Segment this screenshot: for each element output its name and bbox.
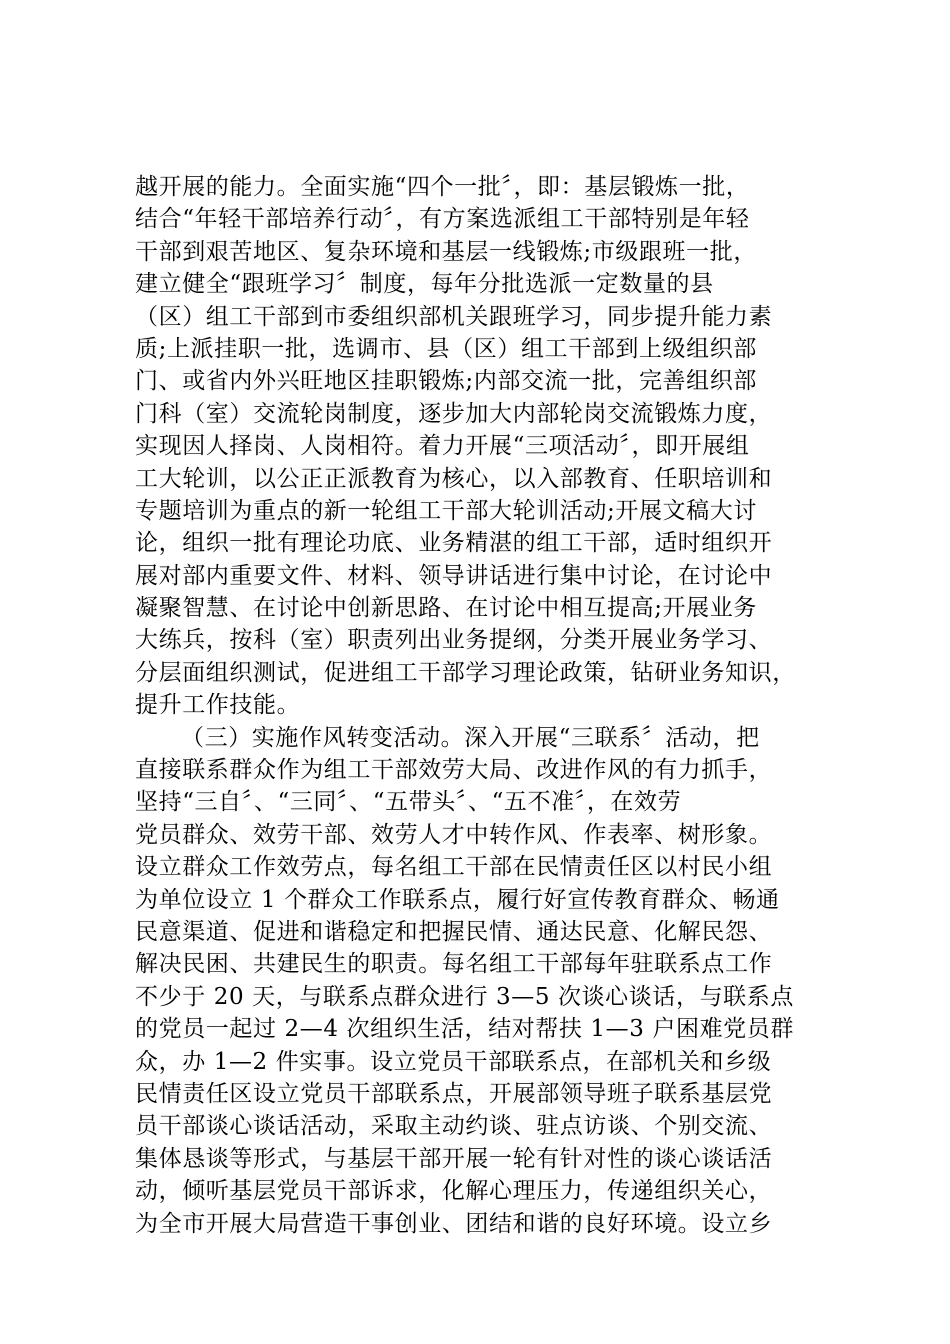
text-line: 论，组织一批有理论功底、业务精湛的组工干部，适时组织开 (135, 530, 773, 557)
text-line: 设立群众工作效劳点，每名组工干部在民情责任区以村民小组 (135, 854, 773, 881)
section-heading-line: （三）实施作风转变活动。深入开展“三联系〞活动，把 (181, 724, 760, 751)
text-line: 为全市开展大局营造干事创业、团结和谐的良好环境。设立乡 (135, 1210, 773, 1237)
text-line: 展对部内重要文件、材料、领导讲话进行集中讨论，在讨论中 (135, 562, 773, 589)
text-line: 越开展的能力。全面实施“四个一批〞，即：基层锻炼一批， (135, 174, 750, 200)
text-line: 员干部谈心谈话活动，采取主动约谈、驻点访谈、个别交流、 (135, 1113, 773, 1140)
text-line: 结合“年轻干部培养行动〞，有方案选派组工干部特别是年轻 (135, 206, 750, 233)
text-line: 动，倾听基层党员干部诉求，化解心理压力，传递组织关心， (135, 1178, 773, 1205)
text-line: 民意渠道、促进和谐稳定和把握民情、通达民意、化解民怨、 (135, 918, 773, 945)
text-line: 集体恳谈等形式，与基层干部开展一轮有针对性的谈心谈话活 (135, 1145, 773, 1172)
text-line: 党员群众、效劳干部、效劳人才中转作风、作表率、树形象。 (135, 821, 773, 848)
text-line: 众，办 1—2 件实事。设立党员干部联系点，在部机关和乡级 (135, 1048, 772, 1075)
text-line: 提升工作技能。 (135, 692, 301, 719)
text-line: 工大轮训，以公正正派教育为核心，以入部教育、任职培训和 (135, 465, 773, 492)
text-line: 实现因人择岗、人岗相符。着力开展“三项活动〞，即开展组 (135, 433, 750, 460)
text-line: 解决民困、共建民生的职责。每名组工干部每年驻联系点工作 (135, 951, 773, 978)
text-line: 干部到艰苦地区、复杂环境和基层一线锻炼;市级跟班一批， (135, 238, 757, 265)
text-line: 坚持“三自〞、“三同〞、“五带头〞、“五不准〞，在效劳 (135, 789, 682, 816)
text-line: 直接联系群众作为组工干部效劳大局、改进作风的有力抓手， (135, 757, 773, 784)
body-text (135, 171, 835, 1240)
text-line: 门、或省内外兴旺地区挂职锻炼;内部交流一批，完善组织部 (135, 368, 757, 395)
text-line: 民情责任区设立党员干部联系点，开展部领导班子联系基层党 (135, 1080, 773, 1107)
text-line: （区）组工干部到市委组织部机关跟班学习，同步提升能力素 (135, 303, 773, 330)
text-line: 质;上派挂职一批，选调市、县（区）组工干部到上级组织部 (135, 335, 757, 362)
text-line: 建立健全“跟班学习〞制度，每年分批选派一定数量的县 (135, 271, 714, 298)
text-line: 不少于 20 天，与联系点群众进行 3—5 次谈心谈话，与联系点 (135, 983, 794, 1010)
text-line: 专题培训为重点的新一轮组工干部大轮训活动;开展文稿大讨 (135, 497, 757, 524)
text-line: 分层面组织测试，促进组工干部学习理论政策，钻研业务知识， (135, 659, 796, 686)
text-line: 凝聚智慧、在讨论中创新思路、在讨论中相互提高;开展业务 (135, 595, 757, 622)
text-line: 的党员一起过 2—4 次组织生活，结对帮扶 1—3 户困难党员群 (135, 1016, 794, 1043)
text-line: 为单位设立 1 个群众工作联系点，履行好宣传教育群众、畅通 (135, 886, 780, 913)
text-line: 门科（室）交流轮岗制度，逐步加大内部轮岗交流锻炼力度， (135, 400, 773, 427)
text-line: 大练兵，按科（室）职责列出业务提纲，分类开展业务学习、 (135, 627, 773, 654)
